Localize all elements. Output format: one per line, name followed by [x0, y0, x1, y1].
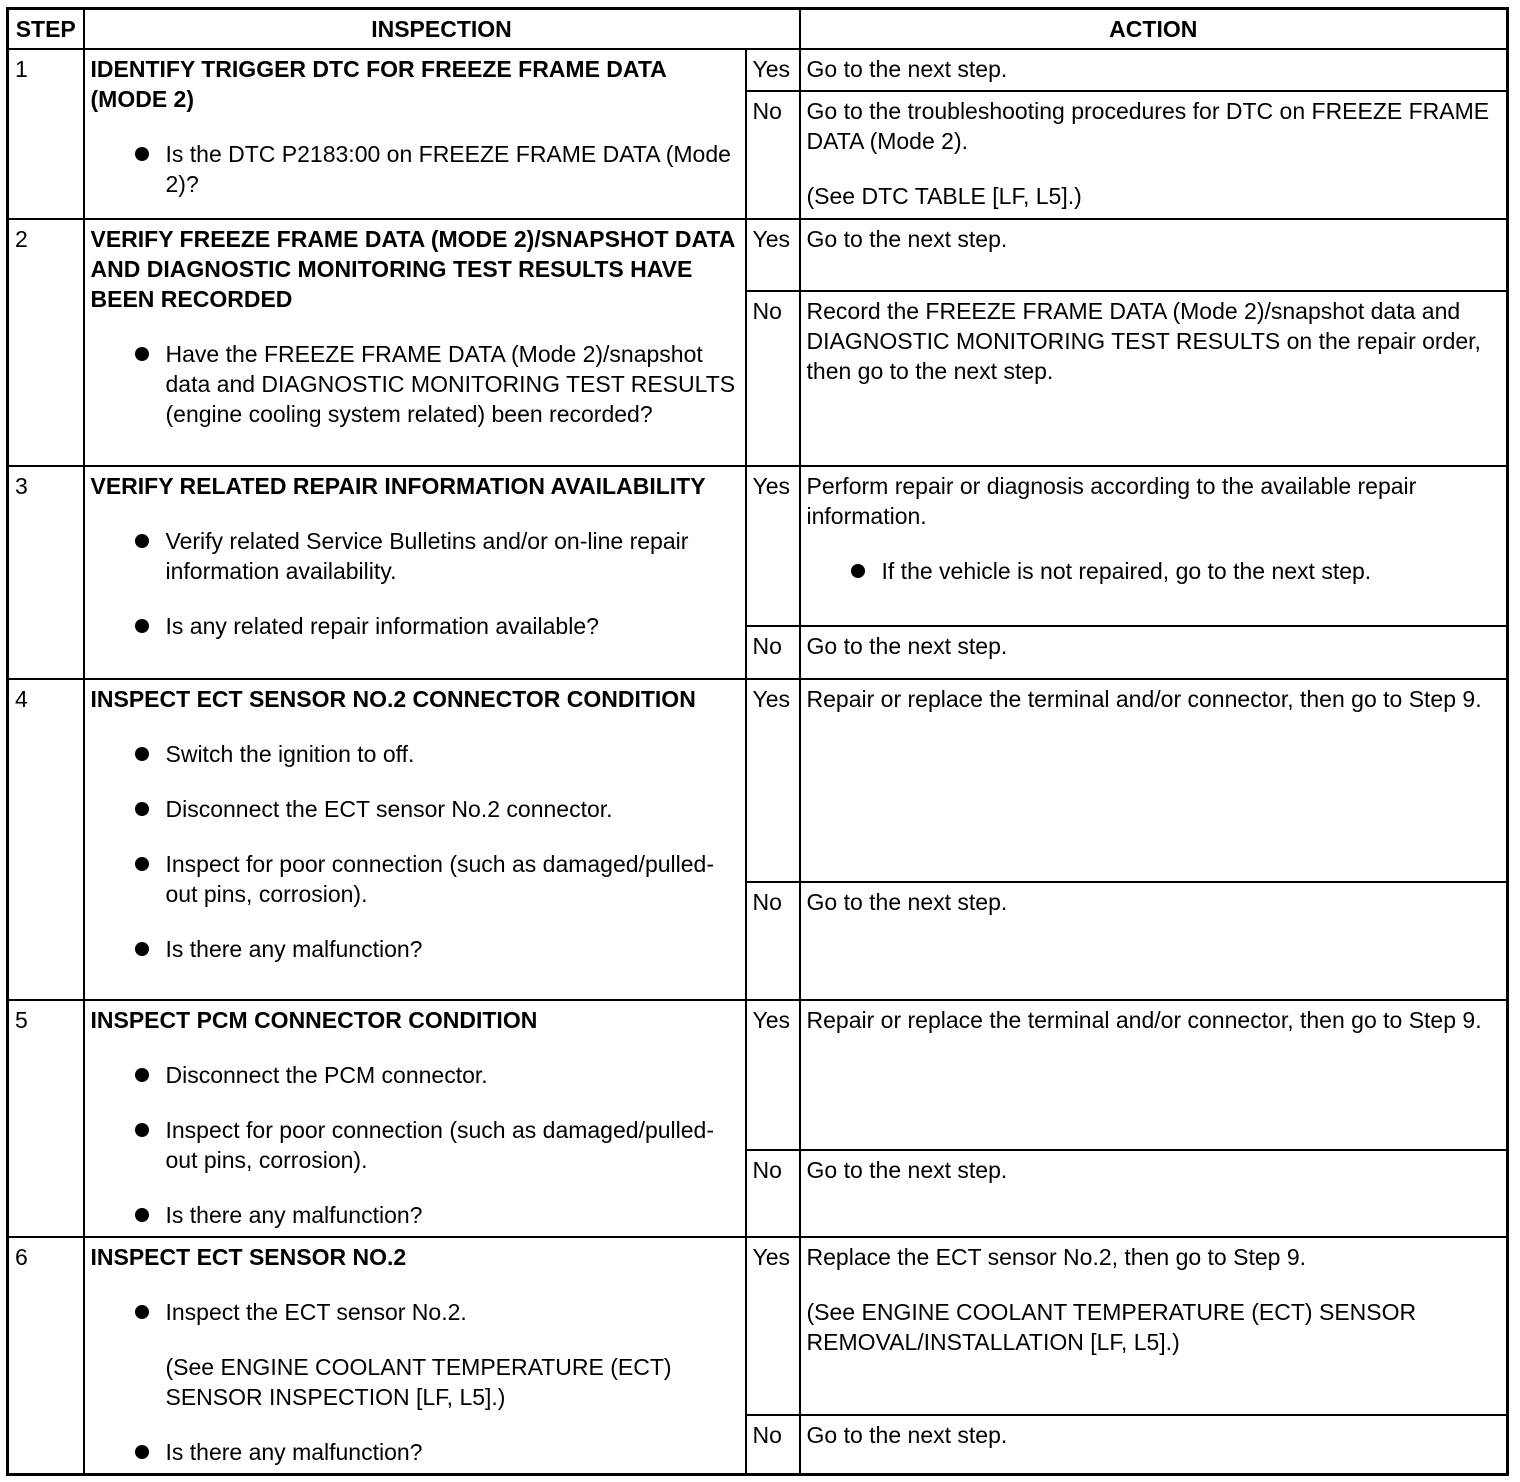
- inspection-item-text: Inspect the ECT sensor No.2.: [165, 1298, 467, 1325]
- no-label: No: [746, 91, 800, 219]
- no-action: Go to the next step.: [800, 882, 1508, 1000]
- inspection-item: Is there any malfunction?: [91, 934, 739, 964]
- no-action: Record the FREEZE FRAME DATA (Mode 2)/snapshot data and DIAGNOSTIC MONITORING TEST RESULTS on the repair order, then go to the next step.: [800, 291, 1508, 466]
- inspection-list: [91, 526, 739, 641]
- no-label: No: [746, 291, 800, 466]
- yes-action: Repair or replace the terminal and/or connector, then go to Step 9.: [800, 679, 1508, 882]
- inspection-list: [91, 1297, 739, 1467]
- inspection-title: INSPECT ECT SENSOR NO.2 CONNECTOR CONDITION: [90, 685, 696, 712]
- table-row: [8, 219, 1508, 291]
- inspection-item: Disconnect the PCM connector.: [91, 1060, 739, 1090]
- inspection-item: Switch the ignition to off.: [91, 739, 739, 769]
- inspection-cell: [84, 679, 746, 1000]
- yes-action-list: [807, 556, 1501, 586]
- yes-action: Go to the next step.: [800, 219, 1508, 291]
- table-row: [8, 1000, 1508, 1150]
- table-row: [8, 49, 1508, 91]
- yes-action-cell: [800, 1237, 1508, 1415]
- yes-action: Repair or replace the terminal and/or connector, then go to Step 9.: [800, 1000, 1508, 1150]
- inspection-title: VERIFY RELATED REPAIR INFORMATION AVAILABILITY: [90, 472, 706, 499]
- yes-action-note: (See ENGINE COOLANT TEMPERATURE (ECT) SENSOR REMOVAL/INSTALLATION [LF, L5].): [806, 1298, 1417, 1355]
- inspection-cell: [84, 466, 746, 679]
- no-action: Go to the next step.: [800, 1415, 1508, 1474]
- inspection-title: INSPECT ECT SENSOR NO.2: [90, 1243, 407, 1270]
- diagnostic-table: [6, 7, 1509, 1476]
- inspection-item: [91, 1297, 739, 1412]
- step-number: 3: [8, 466, 84, 679]
- yes-label: Yes: [746, 1237, 800, 1415]
- inspection-item: Verify related Service Bulletins and/or on-line repair information availability.: [91, 526, 739, 586]
- yes-label: Yes: [746, 49, 800, 91]
- step-number: 4: [8, 679, 84, 1000]
- inspection-title: INSPECT PCM CONNECTOR CONDITION: [90, 1006, 538, 1033]
- inspection-cell: [84, 1000, 746, 1237]
- yes-action: Replace the ECT sensor No.2, then go to Step 9.: [806, 1243, 1307, 1270]
- inspection-list: [91, 1060, 739, 1230]
- header-action: ACTION: [800, 9, 1508, 49]
- yes-label: Yes: [746, 466, 800, 626]
- step-number: 5: [8, 1000, 84, 1237]
- yes-action: Perform repair or diagnosis according to the available repair information.: [806, 472, 1417, 529]
- table-header-row: [8, 9, 1508, 49]
- inspection-item-note: (See ENGINE COOLANT TEMPERATURE (ECT) SENSOR INSPECTION [LF, L5].): [165, 1353, 672, 1410]
- no-action-cell: [800, 91, 1508, 219]
- inspection-title: IDENTIFY TRIGGER DTC FOR FREEZE FRAME DATA (MODE 2): [90, 55, 666, 112]
- inspection-item: Is there any malfunction?: [91, 1200, 739, 1230]
- inspection-cell: [84, 219, 746, 466]
- header-inspection: INSPECTION: [84, 9, 800, 49]
- yes-action-cell: [800, 466, 1508, 626]
- no-label: No: [746, 626, 800, 679]
- inspection-title: VERIFY FREEZE FRAME DATA (MODE 2)/SNAPSHOT DATA AND DIAGNOSTIC MONITORING TEST RESULTS HAVE BEEN RECORDED: [90, 225, 735, 312]
- inspection-cell: [84, 49, 746, 219]
- no-action: Go to the troubleshooting procedures for DTC on FREEZE FRAME DATA (Mode 2).: [806, 97, 1490, 154]
- no-action-note: (See DTC TABLE [LF, L5].): [806, 182, 1082, 209]
- yes-action: Go to the next step.: [800, 49, 1508, 91]
- inspection-cell: [84, 1237, 746, 1475]
- no-label: No: [746, 882, 800, 1000]
- no-action: Go to the next step.: [800, 1150, 1508, 1237]
- inspection-item: Disconnect the ECT sensor No.2 connector.: [91, 794, 739, 824]
- inspection-list: [91, 139, 739, 199]
- table-row: [8, 679, 1508, 882]
- table-row: [8, 1237, 1508, 1415]
- inspection-item: Is any related repair information available?: [91, 611, 739, 641]
- inspection-item: Is there any malfunction?: [91, 1437, 739, 1467]
- inspection-item: Have the FREEZE FRAME DATA (Mode 2)/snapshot data and DIAGNOSTIC MONITORING TEST RESULTS (engine cooling system related) been recorded?: [91, 339, 739, 429]
- inspection-list: [91, 339, 739, 429]
- no-action: Go to the next step.: [800, 626, 1508, 679]
- yes-label: Yes: [746, 679, 800, 882]
- step-number: 6: [8, 1237, 84, 1475]
- yes-label: Yes: [746, 219, 800, 291]
- table-row: [8, 466, 1508, 626]
- inspection-item: Is the DTC P2183:00 on FREEZE FRAME DATA (Mode 2)?: [91, 139, 739, 199]
- inspection-item: Inspect for poor connection (such as damaged/pulled-out pins, corrosion).: [91, 849, 739, 909]
- header-step: STEP: [8, 9, 84, 49]
- step-number: 2: [8, 219, 84, 466]
- step-number: 1: [8, 49, 84, 219]
- yes-action-item: If the vehicle is not repaired, go to the next step.: [807, 556, 1501, 586]
- yes-label: Yes: [746, 1000, 800, 1150]
- no-label: No: [746, 1415, 800, 1474]
- no-label: No: [746, 1150, 800, 1237]
- inspection-list: [91, 739, 739, 964]
- inspection-item: Inspect for poor connection (such as damaged/pulled-out pins, corrosion).: [91, 1115, 739, 1175]
